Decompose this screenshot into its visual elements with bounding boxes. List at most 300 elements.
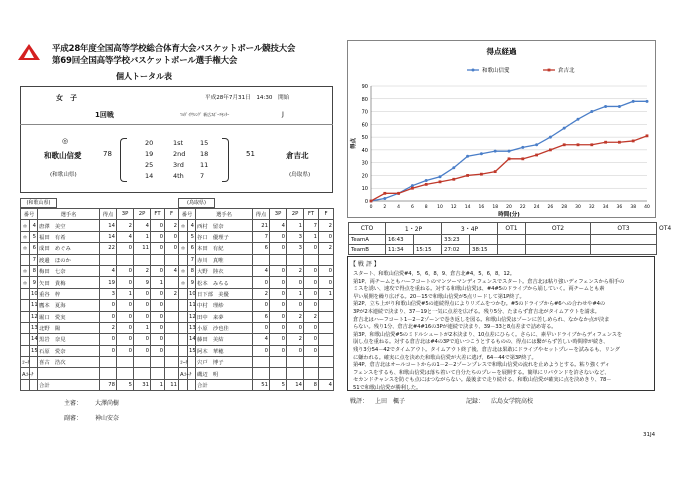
stats-cell: 0 [253, 345, 270, 356]
legend-label: 倉吉北 [558, 68, 575, 74]
stats-cell [253, 368, 270, 379]
x-tick-label: 34 [602, 205, 609, 210]
series-point [590, 143, 593, 146]
stats-cell: 大野 陸衣 [196, 265, 253, 276]
stats-cell [287, 254, 304, 265]
stats-cell: 阿木 華穂 [196, 345, 253, 356]
stats-cell: 0 [151, 334, 165, 345]
recorder-name: 上田 楓子 [375, 398, 406, 405]
stats-header-cell: F [319, 209, 334, 220]
stats-cell: 0 [253, 322, 270, 333]
series-point [618, 141, 621, 144]
stats-cell [319, 345, 334, 356]
stats-cell: 51 [253, 379, 270, 390]
stats-cell: 15 [30, 345, 38, 356]
review-line: 早い展開を繰り広げる。20－15で和歌山信愛が5点リードして第1P終了。 [353, 293, 525, 300]
stats-cell: 北野 陽 [38, 322, 100, 333]
stats-cell: 0 [270, 288, 287, 299]
quarter-3-team-a: 25 [145, 161, 154, 169]
stats-cell [165, 322, 179, 333]
series-point [590, 110, 593, 113]
score-progress-chart [347, 40, 656, 218]
stats-cell: 0 [304, 334, 319, 345]
stats-cell: 0 [151, 288, 165, 299]
stats-cell [179, 288, 188, 299]
series-point [397, 192, 400, 195]
y-tick-label: 80 [361, 96, 368, 103]
stats-cell: 重谷 梓 [38, 288, 100, 299]
stats-cell: 0 [100, 300, 117, 311]
series-point [521, 146, 524, 149]
quarter-1-label: 1st [173, 139, 184, 147]
stats-cell: 0 [270, 231, 287, 242]
series-point [549, 136, 552, 139]
stats-cell: 5 [188, 231, 196, 242]
series-point [604, 141, 607, 144]
cto-cell [470, 235, 498, 245]
stats-cell: 4 [253, 334, 270, 345]
teamB-score: 51 [246, 150, 255, 158]
cto-cell [498, 245, 526, 255]
stats-cell: 0 [304, 345, 319, 356]
stats-cell [304, 254, 319, 265]
cto-cell: 16:43 [386, 235, 414, 245]
stats-cell: 0 [151, 220, 165, 231]
stats-cell [253, 254, 270, 265]
table-row [179, 220, 334, 231]
stats-cell: 0 [270, 334, 287, 345]
stats-cell: 14 [188, 334, 196, 345]
header-divider [20, 124, 333, 125]
stats-cell: 0 [304, 322, 319, 333]
stats-cell: 8 [188, 265, 196, 276]
stats-header-cell: 番号 [21, 209, 38, 220]
stats-cell: ＊ [21, 277, 30, 288]
stats-cell: 0 [134, 300, 151, 311]
y-axis-label: 得点 [351, 137, 357, 150]
stats-cell: 1 [134, 322, 151, 333]
team-a-stats-table [20, 208, 179, 391]
review-line: ミスを誘い、速攻で得点を重ねる。対する和歌山信愛は、#4#5のドライブから崩していく。両チームとも素 [353, 286, 605, 293]
table-row [21, 265, 179, 276]
stats-cell: 本田 有紀 [196, 243, 253, 254]
quarter-1-team-a: 20 [145, 139, 154, 147]
stats-cell [165, 368, 179, 379]
x-tick-label: 28 [561, 205, 568, 210]
stats-header-cell: 選手名 [38, 209, 100, 220]
series-point [411, 187, 414, 190]
stats-cell: 2 [319, 243, 334, 254]
stats-cell [165, 334, 179, 345]
stats-cell [117, 368, 134, 379]
match-date: 平成28年7月31日 14:30 開始 [205, 95, 290, 101]
cto-table [348, 222, 672, 255]
stats-cell: 9 [30, 277, 38, 288]
stats-cell: 梅田 七奈 [38, 265, 100, 276]
series-point [383, 192, 386, 195]
stats-cell: ＊ [21, 265, 30, 276]
stats-cell: 0 [253, 277, 270, 288]
x-tick-label: 6 [410, 205, 414, 210]
stats-cell: ＊ [179, 243, 188, 254]
table-row [21, 300, 179, 311]
venue: ﾏﾙﾀﾞｲｸｳｼﾝｸﾞ 新広ｽﾎﾟｰﾂｾﾝﾀｰ [180, 112, 230, 117]
stats-cell: 7 [188, 254, 196, 265]
review-line: 第4P、倉吉北はオールコートからの1－2－2ゾーンプレスで和歌山信愛の流れを止めようとする。粘り強くディ [353, 362, 610, 369]
x-tick-label: 4 [397, 205, 401, 210]
stats-cell: 5 [30, 231, 38, 242]
stats-cell [30, 379, 38, 390]
stats-cell [253, 357, 270, 368]
stats-cell: 9 [188, 277, 196, 288]
stats-cell: 鷹本 夏海 [38, 300, 100, 311]
x-axis-label: 時間(分) [498, 212, 520, 218]
stats-cell: 0 [117, 243, 134, 254]
stats-cell: 0 [319, 265, 334, 276]
stats-cell [179, 322, 188, 333]
review-line: 第2P、立ち上がり和歌山信愛#5の連続得点によりリズムをつかむ。#5のドライブから#6への合わせや#4の [353, 301, 606, 308]
stats-cell [100, 368, 117, 379]
stats-cell: 14 [30, 334, 38, 345]
series-point [549, 148, 552, 151]
series-point [466, 174, 469, 177]
stats-cell: ＊ [21, 231, 30, 242]
stats-cell: 14 [100, 220, 117, 231]
stats-cell: 6 [253, 243, 270, 254]
header-line1: 平成28年度全国高等学校総合体育大会バスケットボール競技大会 [52, 44, 296, 54]
stats-header-cell: 3P [270, 209, 287, 220]
y-tick-label: 70 [361, 109, 368, 116]
series-point [535, 143, 538, 146]
stats-cell: 宍戸 博子 [196, 357, 253, 368]
stats-header-cell: FT [304, 209, 319, 220]
stats-header-cell: FT [151, 209, 165, 220]
stats-cell: 10 [188, 288, 196, 299]
x-tick-label: 40 [644, 205, 650, 210]
review-line: 51で和歌山信愛が勝利した。 [353, 385, 422, 391]
stats-cell [319, 322, 334, 333]
stats-cell [319, 368, 334, 379]
table-row [21, 357, 179, 368]
review-line: に嫌われる。確実に点を決めた和歌山信愛が大差に逃げ、64－44で第3P終了。 [353, 354, 537, 361]
stats-cell [270, 254, 287, 265]
stats-cell: 4 [30, 220, 38, 231]
stats-cell: 中村 理紗 [196, 300, 253, 311]
stats-cell: ＊ [179, 220, 188, 231]
chart-title: 得点経過 [486, 47, 517, 56]
stats-header-cell: 3P [117, 209, 134, 220]
series-point [494, 170, 497, 173]
cto-cell: 11:34 [386, 245, 414, 255]
stats-cell: 10 [30, 288, 38, 299]
series-point [604, 105, 607, 108]
stats-cell: 0 [319, 231, 334, 242]
cto-header-cell: OT1 [498, 223, 526, 235]
review-title: 【 戦 評 】 [350, 261, 380, 268]
table-row [21, 368, 179, 379]
stats-cell: 0 [270, 300, 287, 311]
stats-cell: 0 [287, 300, 304, 311]
stats-cell: 2 [134, 265, 151, 276]
stats-cell: 3 [100, 288, 117, 299]
series-point [618, 105, 621, 108]
cto-header-cell: CTO [349, 223, 386, 235]
y-tick-label: 60 [361, 122, 368, 129]
table-row [179, 265, 334, 276]
quarter-3-team-b: 11 [200, 161, 209, 169]
cto-cell: 15:15 [414, 245, 442, 255]
stats-cell [179, 311, 188, 322]
table-row [21, 322, 179, 333]
cto-row [349, 245, 657, 255]
stats-cell: 12 [30, 311, 38, 322]
team-badge-a [20, 198, 57, 208]
quarter-4-team-a: 14 [145, 172, 154, 180]
page-title: 個人トータル表 [116, 72, 172, 81]
stats-cell: 0 [151, 231, 165, 242]
stats-cell: 0 [270, 243, 287, 254]
stats-cell: 0 [117, 277, 134, 288]
series-point [452, 166, 455, 169]
series-point [646, 134, 649, 137]
table-row [21, 277, 179, 288]
series-point [632, 100, 635, 103]
y-tick-label: 0 [364, 199, 368, 205]
stats-cell: 小原 沙也佳 [196, 322, 253, 333]
cto-header-row: CTO 1・2P 3・4P OT1 OT2 OT3 OT4 [349, 223, 657, 235]
x-tick-label: 24 [533, 205, 540, 210]
stats-cell: 0 [304, 300, 319, 311]
review-line: 第3P、和歌山信愛#5のミドルシュートが2本決まり、10点差にひらく。さらに、素早いドライブからディフェンスを [353, 331, 622, 338]
stats-cell: ＊ [21, 243, 30, 254]
table-row [179, 300, 334, 311]
stats-cell: 0 [304, 265, 319, 276]
stats-cell: 堀口 愛実 [38, 311, 100, 322]
teamA-name: 和歌山信愛 [44, 151, 82, 160]
stats-cell: ｺｰﾁ [21, 357, 30, 368]
stats-cell [188, 357, 196, 368]
cto-header-cell: OT2 [526, 223, 591, 235]
stats-cell [165, 277, 179, 288]
y-tick-label: 20 [361, 173, 368, 180]
stats-cell [165, 357, 179, 368]
stats-cell [21, 345, 30, 356]
stats-cell: 谷口 優理子 [196, 231, 253, 242]
stats-cell: 0 [151, 322, 165, 333]
stats-cell: 0 [253, 300, 270, 311]
series-point [494, 150, 497, 153]
stats-cell: 22 [100, 243, 117, 254]
review-box [347, 256, 655, 391]
cto-header-cell: 1・2P [386, 223, 442, 235]
team-b-stats-table [178, 208, 334, 391]
stats-cell: ｺｰﾁ [179, 357, 188, 368]
stats-cell: 0 [287, 277, 304, 288]
stats-cell: 4 [253, 265, 270, 276]
stats-cell [179, 231, 188, 242]
stats-cell [21, 288, 30, 299]
recorder-label: 戦評： [350, 398, 369, 405]
cto-header-cell: OT3 [591, 223, 657, 235]
stats-cell [117, 254, 134, 265]
x-tick-label: 18 [492, 205, 499, 210]
stats-cell: 13 [30, 322, 38, 333]
stats-header-cell: 選手名 [196, 209, 253, 220]
series-point [480, 173, 483, 176]
stats-cell: 渡邊 ほのか [38, 254, 100, 265]
team-badge-a-text: (和歌山県) [26, 200, 51, 206]
table-row [21, 231, 179, 242]
series-point [452, 178, 455, 181]
stats-cell [179, 379, 188, 390]
stats-cell: 11 [30, 300, 38, 311]
stats-cell: 0 [100, 334, 117, 345]
quarter-bracket-left [120, 138, 127, 182]
x-tick-label: 0 [369, 205, 373, 210]
stats-cell: 0 [304, 277, 319, 288]
stats-cell: 松本 みちる [196, 277, 253, 288]
quarter-1-team-b: 15 [200, 139, 209, 147]
header-line2: 第69回全国高等学校バスケットボール選手権大会 [52, 56, 238, 66]
y-tick-label: 50 [361, 135, 368, 142]
series-point [632, 140, 635, 143]
stats-cell [21, 254, 30, 265]
stats-cell: 4 [270, 220, 287, 231]
stats-cell: 8 [304, 379, 319, 390]
stats-cell: 2 [287, 334, 304, 345]
stats-cell: 5 [270, 379, 287, 390]
stats-cell: 6 [253, 311, 270, 322]
stats-cell: 11 [134, 243, 151, 254]
cto-cell [526, 235, 591, 245]
stats-cell: 0 [319, 277, 334, 288]
series-point [370, 200, 373, 203]
school-label: 記録： [466, 398, 485, 405]
quarter-2-label: 2nd [173, 150, 186, 158]
stats-header-cell: 番号 [179, 209, 196, 220]
table-row [179, 334, 334, 345]
table-row [21, 220, 179, 231]
x-tick-label: 16 [478, 205, 485, 210]
stats-cell [134, 357, 151, 368]
stats-cell: 藤田 美結 [196, 334, 253, 345]
series-point [425, 183, 428, 186]
table-row [21, 243, 179, 254]
stats-cell: 磯辺 明 [196, 368, 253, 379]
table-row [179, 345, 334, 356]
tournament-logo [17, 43, 41, 61]
stats-cell: 0 [117, 322, 134, 333]
stats-cell [319, 311, 334, 322]
stats-cell: 黒岩 奈見 [38, 334, 100, 345]
stats-cell: 0 [270, 265, 287, 276]
x-tick-label: 32 [588, 205, 595, 210]
stats-cell [100, 357, 117, 368]
stats-cell [21, 300, 30, 311]
stats-cell: 9 [134, 277, 151, 288]
stats-cell [151, 357, 165, 368]
quarter-4-label: 4th [173, 172, 184, 180]
table-row [179, 277, 334, 288]
stats-header-cell: 2P [134, 209, 151, 220]
stats-cell: 6 [30, 243, 38, 254]
stats-cell [21, 379, 30, 390]
table-row [21, 345, 179, 356]
stats-cell: 0 [134, 288, 151, 299]
cto-cell [526, 245, 591, 255]
stats-cell: 11 [165, 379, 179, 390]
series-point [480, 152, 483, 155]
y-tick-label: 40 [361, 147, 368, 154]
stats-cell: 0 [100, 345, 117, 356]
stats-cell: 田中 来夢 [196, 311, 253, 322]
stats-cell: 12 [188, 311, 196, 322]
team-badge-b [178, 198, 215, 208]
stats-cell: 7 [30, 254, 38, 265]
table-row [179, 357, 334, 368]
director-label: 主審： [64, 400, 83, 407]
table-row [179, 288, 334, 299]
stats-cell: 13 [188, 322, 196, 333]
x-tick-label: 10 [437, 205, 443, 210]
x-tick-label: 38 [630, 205, 637, 210]
stats-cell: 0 [117, 334, 134, 345]
stats-cell: 0 [270, 277, 287, 288]
stats-cell: 2 [165, 220, 179, 231]
stats-cell [165, 300, 179, 311]
stats-total-row [179, 379, 334, 390]
teamA-score: 78 [103, 150, 112, 158]
series-point [466, 155, 469, 158]
stats-cell: 14 [100, 231, 117, 242]
cto-cell: TeamB [349, 245, 386, 255]
court: J [282, 110, 284, 118]
stats-cell [151, 368, 165, 379]
x-tick-label: 22 [519, 205, 526, 210]
stats-cell: ＊ [21, 220, 30, 231]
stats-cell [165, 345, 179, 356]
stats-cell: 0 [165, 231, 179, 242]
series-point [563, 143, 566, 146]
stats-cell: 0 [117, 345, 134, 356]
quarter-2-team-b: 18 [200, 150, 209, 158]
stats-cell: 合計 [196, 379, 253, 390]
series-point [521, 157, 524, 160]
stats-cell [179, 300, 188, 311]
stats-cell: 合計 [38, 379, 100, 390]
stats-cell: 0 [304, 243, 319, 254]
stats-cell: 0 [270, 311, 287, 322]
stats-header-cell: 2P [287, 209, 304, 220]
series-point [508, 157, 511, 160]
series-point [411, 184, 414, 187]
cto-cell: 38:15 [470, 245, 498, 255]
stats-cell: 2 [287, 311, 304, 322]
stats-cell: 唐澤 美空 [38, 220, 100, 231]
page-number: 31J4 [643, 432, 656, 438]
stats-cell [179, 254, 188, 265]
stats-cell: 0 [151, 311, 165, 322]
table-row [21, 334, 179, 345]
table-row [179, 231, 334, 242]
stats-cell: 西村 留奈 [196, 220, 253, 231]
stats-cell: 0 [117, 265, 134, 276]
table-row [21, 288, 179, 299]
stats-cell: 1 [287, 220, 304, 231]
series-point [439, 175, 442, 178]
table-row [179, 311, 334, 322]
vice-name: 神山安奈 [95, 415, 120, 422]
